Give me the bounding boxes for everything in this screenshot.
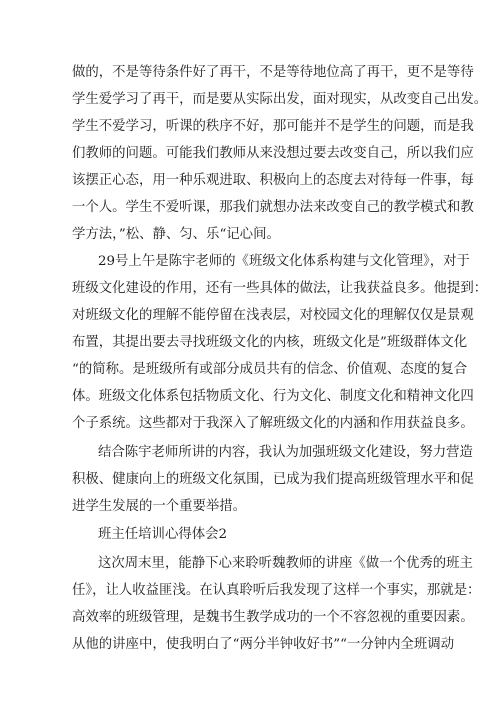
paragraph-3 xyxy=(72,439,474,520)
paragraph-4-line-1: 这次周末里，能静下心来聆听魏教师的讲座《做一个优秀的班主 xyxy=(98,556,473,571)
paragraph-4-line-3: 高效率的班级管理，是魏书生教学成功的一个不容忽视的重要因素。 xyxy=(72,610,474,625)
paragraph-1-line-6: 一个人。学生不爱听课，那我们就想办法来改变自己的教学模式和教 xyxy=(72,200,474,215)
paragraph-4 xyxy=(72,550,481,658)
paragraph-3-line-2: 积极、健康向上的班级文化氛围，已成为我们提高班级管理水平和促 xyxy=(72,472,474,487)
paragraph-3-line-1: 结合陈宇老师所讲的内容，我认为加强班级文化建设，努力营造 xyxy=(98,445,473,460)
paragraph-3-line-3: 进学生发展的一个重要举措。 xyxy=(72,499,247,514)
paragraph-2 xyxy=(72,248,488,437)
paragraph-2-line-6: 体。班级文化体系包括物质文化、行为文化、制度文化和精神文化四 xyxy=(72,389,474,404)
paragraph-2-line-4: 布置，其提出要去寻找班级文化的内核，班级文化是”班级群体文化 xyxy=(72,335,468,350)
section-heading-block xyxy=(72,521,440,548)
paragraph-2-line-3: 对班级文化的理解不能停留在浅表层，对校园文化的理解仅仅是景观 xyxy=(72,308,474,323)
paragraph-1-line-4: 们教师的问题。可能我们教师从来没想过要去改变自己，所以我们应 xyxy=(72,146,474,161)
paragraph-1-line-3: 学生不爱学习，听课的秩序不好，那可能并不是学生的问题，而是我 xyxy=(72,119,474,134)
paragraph-4-line-4: 从他的讲座中，使我明白了“两分半钟收好书”“一分钟内全班调动 xyxy=(72,637,455,652)
paragraph-2-line-2: 班级文化建设的作用，还有一些具体的做法，让我获益良多。他提到： xyxy=(72,281,488,296)
paragraph-2-line-5: “的简称。是班级所有或部分成员共有的信念、价值观、态度的复合 xyxy=(72,362,468,377)
section-heading: 班主任培训心得体会2 xyxy=(98,527,228,542)
paragraph-1 xyxy=(72,59,488,248)
paragraph-1-line-1: 做的，不是等待条件好了再干，不是等待地位高了再干，更不是等待 xyxy=(72,65,474,80)
paragraph-1-line-2: 学生爱学习了再干，而是要从实际出发，面对现实，从改变自己出发。 xyxy=(72,92,488,107)
paragraph-2-line-1: 29号上午是陈宇老师的《班级文化体系构建与文化管理》，对于 xyxy=(98,254,470,269)
paragraph-4-line-2: 任》，让人收益匪浅。在认真聆听后我发现了这样一个事实，那就是： xyxy=(72,583,481,598)
paragraph-1-line-7: 学方法，”松、静、匀、乐“记心间。 xyxy=(72,227,280,242)
paragraph-1-line-5: 该摆正心态，用一种乐观进取、积极向上的态度去对待每一件事，每 xyxy=(72,173,474,188)
paragraph-2-line-7: 个子系统。这些都对于我深入了解班级文化的内涵和作用获益良多。 xyxy=(72,416,474,431)
